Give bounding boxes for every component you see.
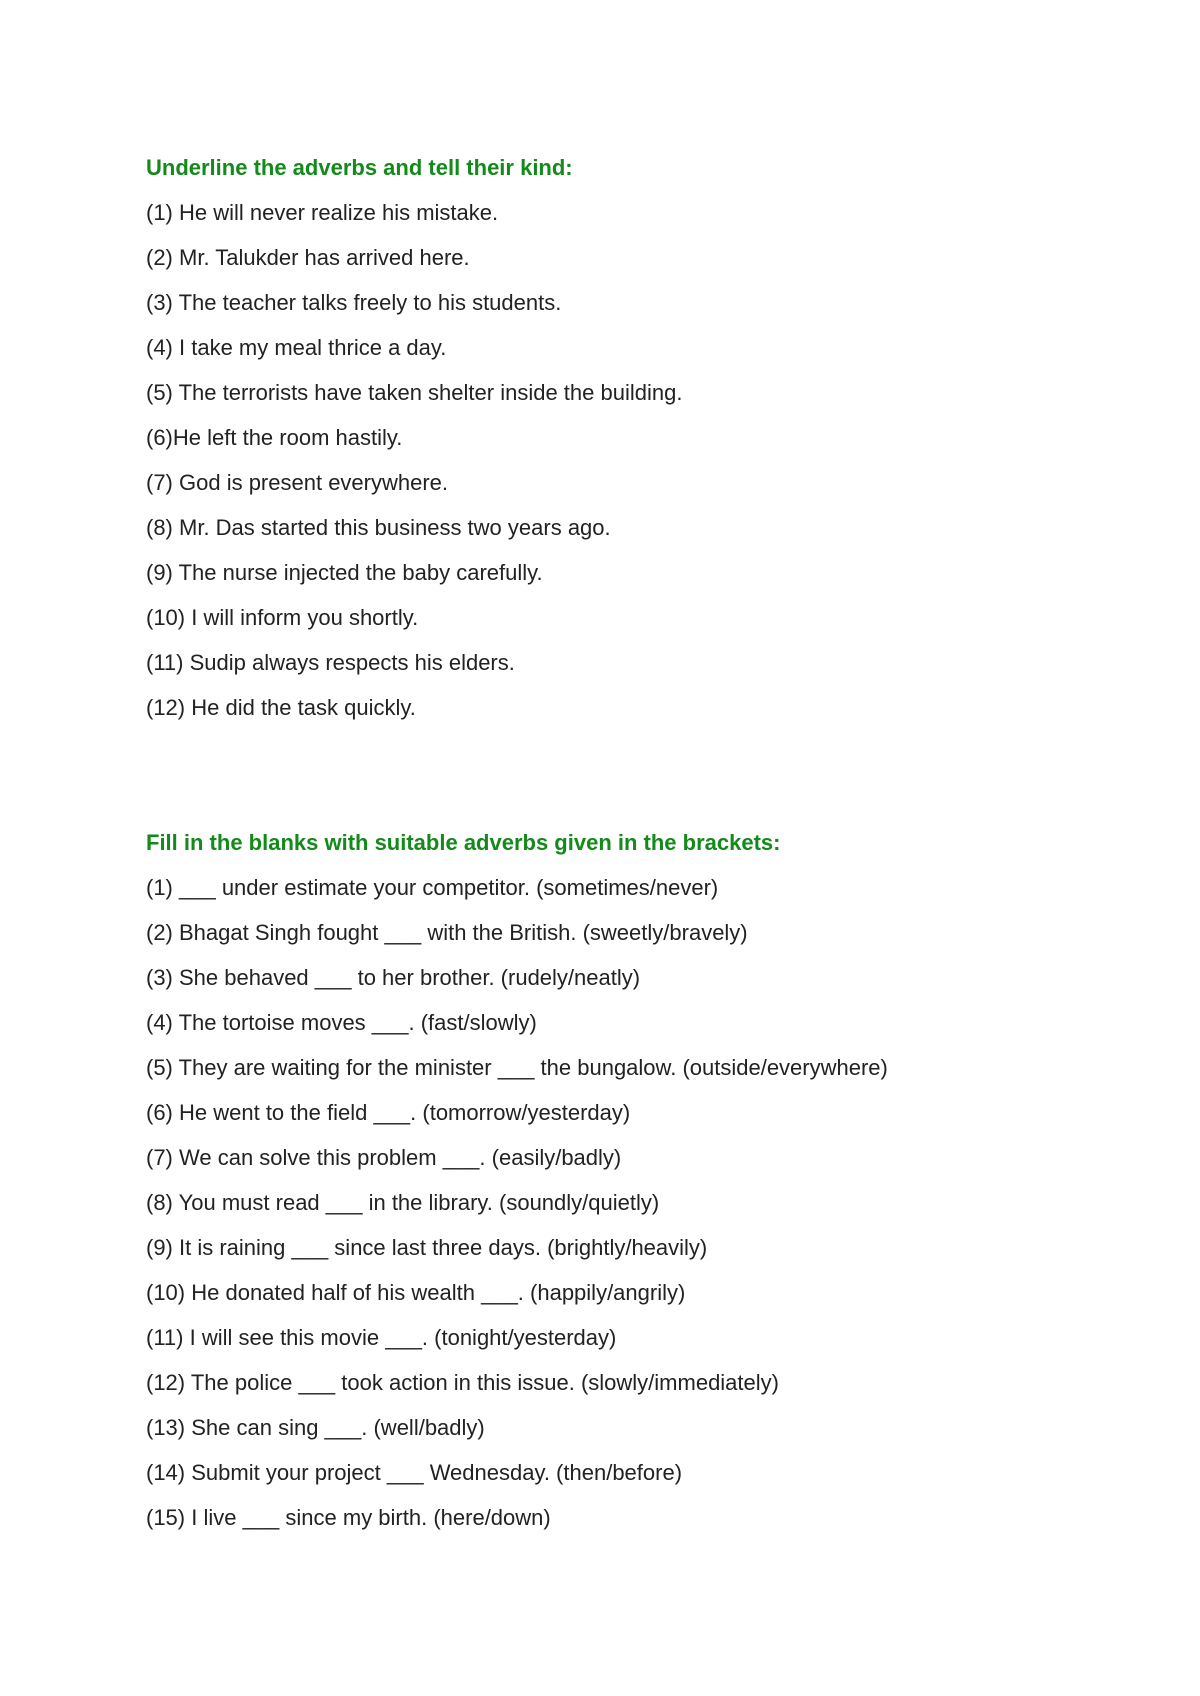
exercise-item: (1) ___ under estimate your competitor. (sometimes/never) bbox=[146, 875, 719, 900]
section-heading-identify-adverbs: Underline the adverbs and tell their kind: bbox=[146, 155, 573, 180]
exercise-item: (7) God is present everywhere. bbox=[146, 470, 449, 495]
exercise-item: (3) The teacher talks freely to his students. bbox=[146, 290, 562, 315]
exercise-item: (14) Submit your project ___ Wednesday. (then/before) bbox=[146, 1460, 683, 1485]
exercise-item: (6)He left the room hastily. bbox=[146, 425, 403, 450]
exercise-item: (1) He will never realize his mistake. bbox=[146, 200, 499, 225]
identify-adverbs-list bbox=[146, 190, 1146, 730]
fill-in-blanks-list bbox=[146, 865, 1146, 1540]
exercise-item: (2) Mr. Talukder has arrived here. bbox=[146, 245, 470, 270]
exercise-item: (4) I take my meal thrice a day. bbox=[146, 335, 447, 360]
exercise-item: (10) I will inform you shortly. bbox=[146, 605, 419, 630]
exercise-item: (8) Mr. Das started this business two years ago. bbox=[146, 515, 611, 540]
section-spacer bbox=[146, 730, 1146, 820]
exercise-item: (7) We can solve this problem ___. (easily/badly) bbox=[146, 1145, 622, 1170]
section-heading-fill-in-blanks: Fill in the blanks with suitable adverbs given in the brackets: bbox=[146, 830, 781, 855]
exercise-item: (5) The terrorists have taken shelter inside the building. bbox=[146, 380, 683, 405]
exercise-item: (3) She behaved ___ to her brother. (rudely/neatly) bbox=[146, 965, 641, 990]
exercise-item: (4) The tortoise moves ___. (fast/slowly) bbox=[146, 1010, 537, 1035]
exercise-item: (8) You must read ___ in the library. (soundly/quietly) bbox=[146, 1190, 660, 1215]
exercise-item: (9) It is raining ___ since last three days. (brightly/heavily) bbox=[146, 1235, 708, 1260]
exercise-item: (12) He did the task quickly. bbox=[146, 695, 416, 720]
exercise-item: (12) The police ___ took action in this issue. (slowly/immediately) bbox=[146, 1370, 779, 1395]
exercise-item: (13) She can sing ___. (well/badly) bbox=[146, 1415, 485, 1440]
exercise-item: (2) Bhagat Singh fought ___ with the British. (sweetly/bravely) bbox=[146, 920, 748, 945]
exercise-item: (10) He donated half of his wealth ___. (happily/angrily) bbox=[146, 1280, 686, 1305]
exercise-item: (6) He went to the field ___. (tomorrow/yesterday) bbox=[146, 1100, 631, 1125]
exercise-item: (11) Sudip always respects his elders. bbox=[146, 650, 515, 675]
exercise-item: (5) They are waiting for the minister ___ the bungalow. (outside/everywhere) bbox=[146, 1055, 888, 1080]
exercise-item: (11) I will see this movie ___. (tonight/yesterday) bbox=[146, 1325, 617, 1350]
exercise-item: (15) I live ___ since my birth. (here/down) bbox=[146, 1505, 551, 1530]
worksheet-page bbox=[146, 145, 1146, 1540]
exercise-item: (9) The nurse injected the baby carefully. bbox=[146, 560, 543, 585]
